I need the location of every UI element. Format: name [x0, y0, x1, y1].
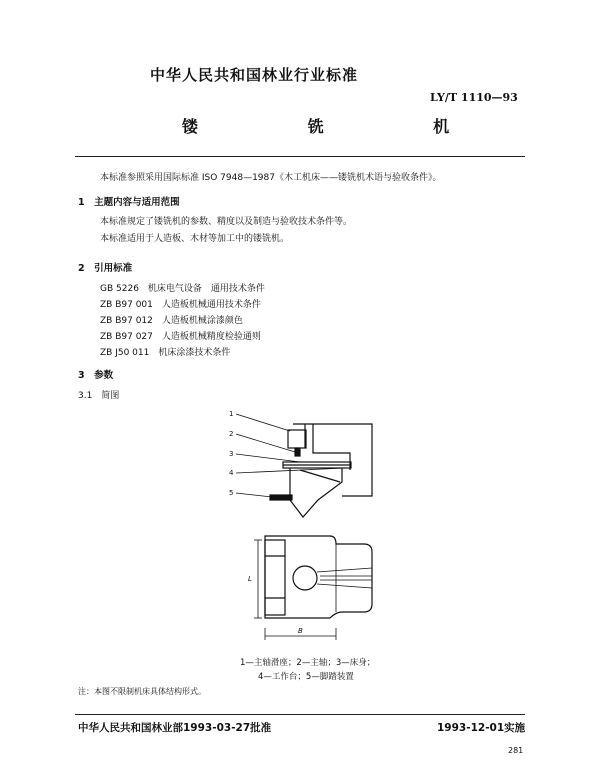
- standard-number: LY/T 1110—93: [430, 91, 518, 104]
- section1-line-2: 本标准适用于人造板、木材等加工中的镂铣机。: [100, 234, 290, 244]
- reference-item: ZB B97 001 人造板机械通用技术条件: [100, 300, 261, 310]
- callout-1: 1: [229, 410, 234, 418]
- dimension-L-label: L: [248, 575, 252, 583]
- dimension-B-label: B: [298, 627, 303, 635]
- spindle-shape: [295, 448, 300, 456]
- standard-authority: 中华人民共和国林业行业标准: [150, 66, 359, 84]
- document-title: 镂 铣 机: [182, 117, 502, 136]
- section3-1-heading: 3.1 简图: [78, 391, 120, 401]
- figure-note: 注：本图不限制机床具体结构形式。: [78, 687, 206, 696]
- callout-3: 3: [229, 450, 234, 458]
- section1-heading: 1 主题内容与适用范围: [78, 197, 180, 208]
- implementation-date: 1993-12-01实施: [437, 722, 526, 734]
- top-view-outline: [265, 536, 372, 618]
- reference-item: ZB J50 011 机床涂漆技术条件: [100, 348, 231, 358]
- top-view-spindle-circle: [293, 566, 317, 590]
- top-view-column: [265, 540, 285, 615]
- figure-legend-line-1: 1—主轴滑座；2—主轴；3—床身；: [240, 658, 376, 668]
- foot-pedal-shape: [270, 495, 292, 500]
- reference-item: ZB B97 012 人造板机械涂漆颜色: [100, 316, 243, 326]
- page-number: 281: [508, 746, 524, 755]
- section2-heading: 2 引用标准: [78, 263, 133, 274]
- spindle-slide-shape: [288, 430, 306, 448]
- reference-item: ZB B97 027 人造板机械精度检验通则: [100, 332, 261, 342]
- approval-text: 中华人民共和国林业部1993-03-27批准: [78, 722, 272, 734]
- intro-text: 本标准参照采用国际标准 ISO 7948—1987《木工机床——镂铣机术语与验收条件》。: [100, 173, 442, 183]
- callout-5: 5: [229, 489, 234, 497]
- section1-line-1: 本标准规定了镂铣机的参数、精度以及制造与验收技术条件等。: [100, 217, 353, 227]
- section3-heading: 3 参数: [78, 370, 114, 381]
- figure-legend-line-2: 4—工作台；5—脚踏装置: [258, 672, 354, 682]
- callout-2: 2: [229, 430, 234, 438]
- footer-rule: [75, 714, 525, 715]
- reference-item: GB 5226 机床电气设备 通用技术条件: [100, 284, 265, 294]
- callout-4: 4: [229, 469, 234, 477]
